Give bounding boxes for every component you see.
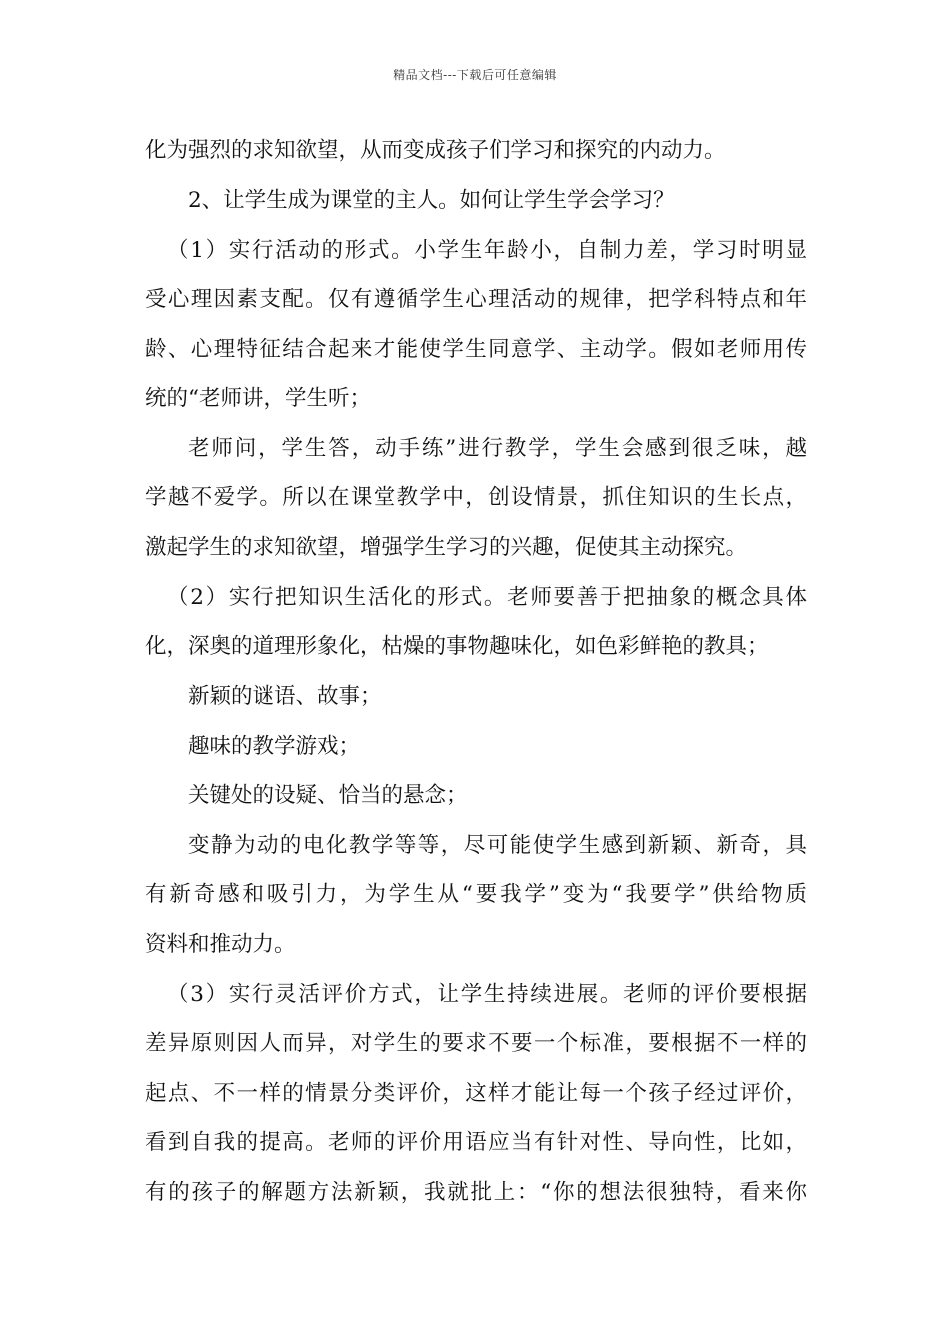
text-line: 起点、不一样的情景分类评价，这样才能让每一个孩子经过评价， (145, 1081, 807, 1106)
text-line: 新颖的谜语、故事； (188, 684, 382, 709)
text-line: 差异原则因人而异，对学生的要求不要一个标准，要根据不一样的 (145, 1031, 807, 1056)
text-line: 激起学生的求知欲望，增强学生学习的兴趣，促使其主动探究。 (145, 535, 748, 560)
text-line: 统的“老师讲，学生听； (145, 386, 371, 411)
text-line: 资料和推动力。 (145, 932, 296, 957)
text-line: 化，深奥的道理形象化，枯燥的事物趣味化，如色彩鲜艳的教具； (145, 634, 769, 659)
text-line: 2、让学生成为课堂的主人。如何让学生学会学习？ (188, 188, 675, 213)
text-line: 老师问，学生答，动手练”进行教学，学生会感到很乏味，越 (188, 436, 807, 461)
page-header: 精品文档---下载后可任意编辑 (393, 68, 557, 82)
text-line: （2）实行把知识生活化的形式。老师要善于把抽象的概念具体 (167, 585, 807, 610)
text-line: 有新奇感和吸引力，为学生从“要我学”变为“我要学”供给物质 (145, 882, 807, 907)
text-line: 化为强烈的求知欲望，从而变成孩子们学习和探究的内动力。 (145, 138, 726, 163)
text-line: 趣味的教学游戏； (188, 734, 361, 759)
text-line: 关键处的设疑、恰当的悬念； (188, 783, 468, 808)
text-line: 有的孩子的解题方法新颖，我就批上：“你的想法很独特，看来你 (145, 1180, 807, 1205)
text-line: 受心理因素支配。仅有遵循学生心理活动的规律，把学科特点和年 (145, 287, 807, 312)
text-line: 学越不爱学。所以在课堂教学中，创设情景，抓住知识的生长点， (145, 485, 807, 510)
text-line: 龄、心理特征结合起来才能使学生同意学、主动学。假如老师用传 (145, 337, 807, 362)
text-line: 变静为动的电化教学等等，尽可能使学生感到新颖、新奇，具 (188, 833, 807, 858)
text-line: 看到自我的提高。老师的评价用语应当有针对性、导向性，比如， (145, 1130, 807, 1155)
text-line: （1）实行活动的形式。小学生年龄小，自制力差，学习时明显 (167, 238, 807, 263)
text-line: （3）实行灵活评价方式，让学生持续进展。老师的评价要根据 (167, 982, 807, 1007)
